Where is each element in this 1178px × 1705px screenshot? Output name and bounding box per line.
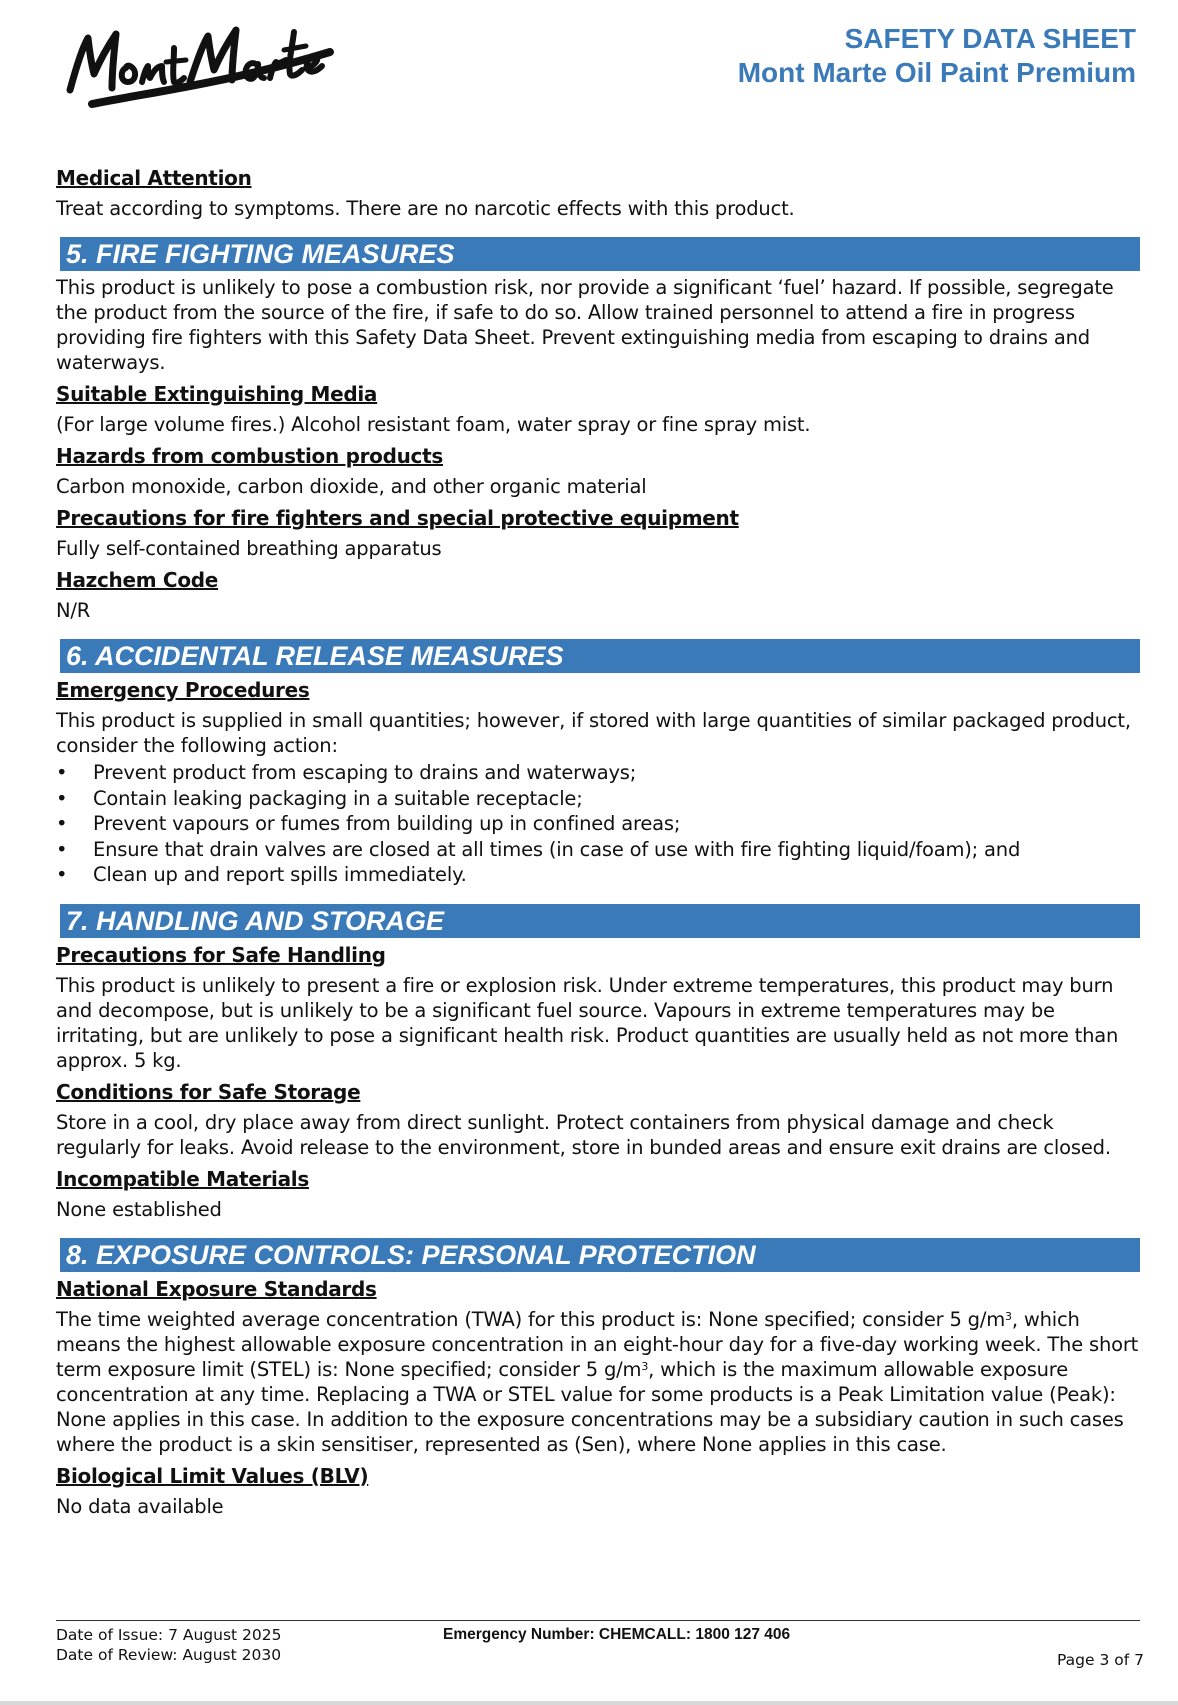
emergency-procedures-heading: Emergency Procedures bbox=[56, 678, 310, 702]
safe-storage-text: Store in a cool, dry place away from direct sunlight. Protect containers from physical damage and check regularly for leaks. Avoid release to the environment, store in bunded areas and ensure exit drains are closed. bbox=[56, 1110, 1111, 1159]
section-5-heading: 5. FIRE FIGHTING MEASURES bbox=[60, 237, 1140, 271]
emergency-number: Emergency Number: CHEMCALL: 1800 127 406 bbox=[443, 1626, 791, 1643]
medical-attention-text: Treat according to symptoms. There are no narcotic effects with this product. bbox=[56, 197, 795, 220]
list-item: • Prevent product from escaping to drains and waterways; bbox=[56, 760, 1140, 786]
hazchem-heading: Hazchem Code bbox=[56, 568, 219, 592]
incompatible-materials-text: None established bbox=[56, 1197, 222, 1221]
emergency-procedures-text: This product is supplied in small quantities; however, if stored with large quantities of similar packaged product, consider the following action: bbox=[56, 709, 1131, 757]
exposure-standards-heading: National Exposure Standards bbox=[56, 1276, 377, 1301]
exposure-standards-text: The time weighted average concentration (TWA) for this product is: None specified; consider 5 $g/m^3$, which means the highest allowable exposure concentration in an eight-hour day for a five-day working week. The short term exposure limit (STEL) is: None specified; consider 5 $g/m^3$, which is the maximum allowable exposure concentration at any time. Replacing a TWA or STEL value for some products is a Peak Limitation value (Peak): None applies in this case. In addition to the exposure concentrations may be a subsidiary caution in such cases where the product is a skin sensitiser, represented as (Sen), where None applies in this case. bbox=[56, 1307, 1139, 1456]
footer-dates bbox=[56, 1625, 281, 1665]
document-body bbox=[56, 165, 1140, 1525]
date-of-issue: Date of Issue: 7 August 2025 bbox=[56, 1626, 282, 1644]
safe-handling-heading: Precautions for Safe Handling bbox=[56, 942, 386, 967]
page-number: Page 3 of 7 bbox=[1057, 1651, 1144, 1669]
product-name-title: Mont Marte Oil Paint Premium bbox=[737, 57, 1136, 88]
header-titles bbox=[738, 22, 1136, 90]
emergency-actions-list bbox=[56, 760, 1140, 888]
section-6-heading: 6. ACCIDENTAL RELEASE MEASURES bbox=[60, 639, 1140, 673]
footer-divider bbox=[56, 1620, 1140, 1621]
hazchem-text: N/R bbox=[56, 599, 91, 622]
list-item: • Prevent vapours or fumes from building up in confined areas; bbox=[56, 811, 1140, 837]
safe-handling-text: This product is unlikely to present a fire or explosion risk. Under extreme temperatures, this product may burn and decompose, but is unlikely to be a significant fuel source. Vapours in extreme temperatures may be irritating, but are unlikely to pose a significant health risk. Product quantities are usually held as not more than approx. 5 kg. bbox=[56, 973, 1119, 1072]
mont-marte-logo bbox=[62, 8, 337, 113]
section-7-heading: 7. HANDLING AND STORAGE bbox=[60, 904, 1140, 938]
incompatible-materials-heading: Incompatible Materials bbox=[56, 1166, 309, 1191]
blv-text: No data available bbox=[56, 1494, 224, 1518]
section-8-heading: 8. EXPOSURE CONTROLS: PERSONAL PROTECTION bbox=[60, 1238, 1140, 1272]
list-item: • Ensure that drain valves are closed at all times (in case of use with fire fighting liquid/foam); and bbox=[56, 837, 1140, 863]
list-item: • Contain leaking packaging in a suitable receptacle; bbox=[56, 786, 1140, 812]
document-type-title: SAFETY DATA SHEET bbox=[844, 23, 1136, 54]
fire-fighting-text: This product is unlikely to pose a combustion risk, nor provide a significant ‘fuel’ hazard. If possible, segregate the product from the source of the fire, if safe to do so. Allow trained personnel to attend a fire in progress providing fire fighters with this Safety Data Sheet. Prevent extinguishing media from escaping to drains and waterways. bbox=[56, 276, 1114, 374]
blv-heading: Biological Limit Values (BLV) bbox=[56, 1463, 369, 1488]
fire-precautions-heading: Precautions for fire fighters and special protective equipment bbox=[56, 506, 739, 530]
date-of-review: Date of Review: August 2030 bbox=[56, 1646, 282, 1664]
safe-storage-heading: Conditions for Safe Storage bbox=[56, 1079, 361, 1104]
extinguishing-media-heading: Suitable Extinguishing Media bbox=[56, 382, 378, 406]
page-bottom-edge bbox=[0, 1701, 1178, 1705]
combustion-hazards-heading: Hazards from combustion products bbox=[56, 444, 443, 468]
medical-attention-heading: Medical Attention bbox=[56, 166, 252, 190]
fire-precautions-text: Fully self-contained breathing apparatus bbox=[56, 537, 442, 560]
list-item: • Clean up and report spills immediately. bbox=[56, 862, 1140, 888]
extinguishing-media-text: (For large volume fires.) Alcohol resistant foam, water spray or fine spray mist. bbox=[56, 413, 811, 436]
combustion-hazards-text: Carbon monoxide, carbon dioxide, and other organic material bbox=[56, 475, 647, 498]
